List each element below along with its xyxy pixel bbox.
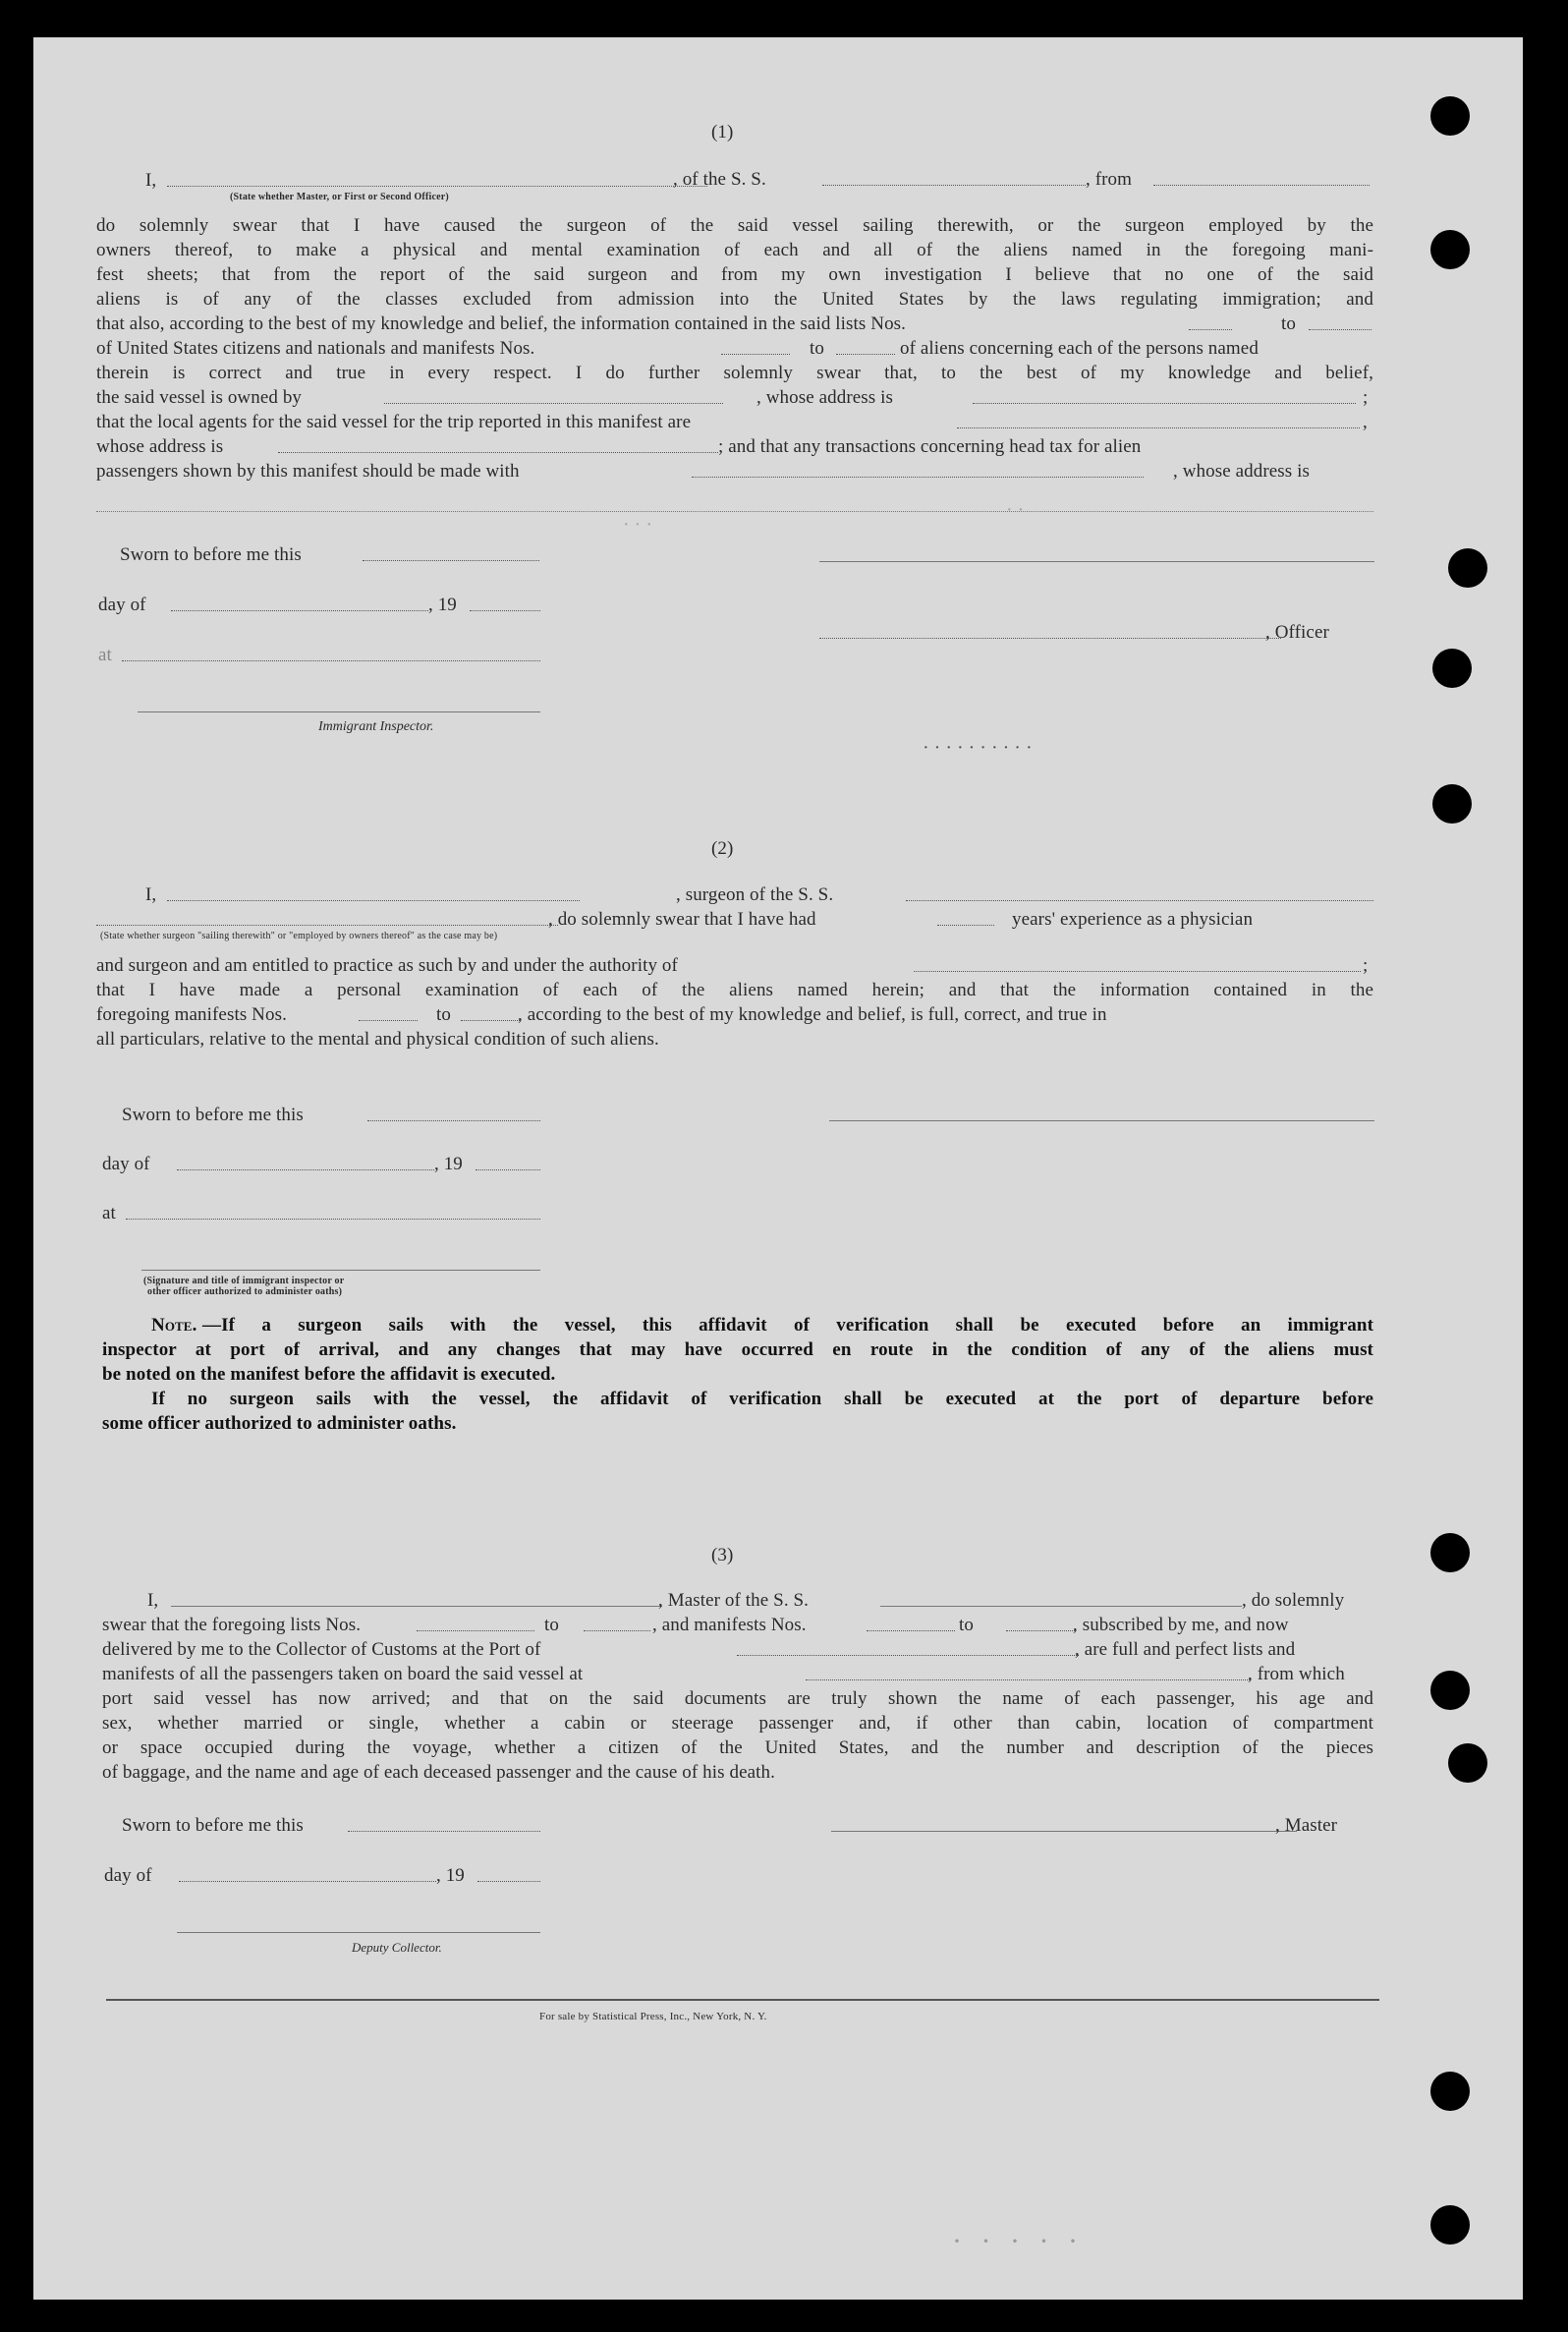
- s1-agents-label: that the local agents for the said vessel for the trip reported in this manifest are: [96, 412, 692, 432]
- s2-year-label: , 19: [434, 1154, 463, 1174]
- s1-owned-label: the said vessel is owned by: [96, 387, 303, 408]
- from-port-field[interactable]: [1153, 185, 1370, 186]
- s2-according-label: , according to the best of my knowledge and belief, is full, correct, and true in: [518, 1004, 1107, 1025]
- s2-surgeon-signature-line[interactable]: [829, 1120, 1374, 1121]
- section-3-i-label: I,: [147, 1590, 159, 1611]
- surgeon-status-field[interactable]: [96, 925, 558, 926]
- s1-year-field[interactable]: [470, 610, 540, 611]
- s3-year-label: , 19: [436, 1865, 465, 1886]
- owner-address-field[interactable]: [973, 403, 1356, 404]
- printer-credit: For sale by Statistical Press, Inc., New York, N. Y.: [539, 2011, 767, 2022]
- faint-dots: · · · · · · · · · ·: [923, 737, 1033, 759]
- s1-officer-line[interactable]: [819, 638, 1281, 639]
- binder-hole: [1430, 1671, 1470, 1710]
- note-line-4: If no surgeon sails with the vessel, the affidavit of verification shall be executed at the port of departure before: [151, 1389, 1373, 1409]
- binder-hole: [1430, 2072, 1470, 2111]
- s1-semicolon: ;: [1363, 387, 1369, 408]
- section-2-number: (2): [711, 838, 734, 859]
- s3-solemnly-label: , do solemnly: [1242, 1590, 1345, 1611]
- s1-inspector-line[interactable]: [138, 711, 540, 712]
- s3-board-label: manifests of all the passengers taken on board the said vessel at: [102, 1664, 584, 1684]
- vessel-name-field[interactable]: [822, 185, 1086, 186]
- s3-manifests-label: , and manifests Nos.: [652, 1615, 807, 1635]
- s1-line-6b: of aliens concerning each of the persons named: [900, 338, 1259, 359]
- binder-hole: [1430, 1533, 1470, 1572]
- surgeon-hint: (State whether surgeon "sailing therewith" or "employed by owners thereof" as the case may be): [100, 931, 498, 941]
- binder-hole: [1432, 784, 1472, 824]
- s3-from-which-label: , from which: [1248, 1664, 1345, 1684]
- s1-at-label: at: [98, 645, 112, 665]
- binder-hole: [1432, 649, 1472, 688]
- s2-year-field[interactable]: [476, 1169, 540, 1170]
- note-line-5: some officer authorized to administer oaths.: [102, 1413, 457, 1434]
- note-line-1: —If a surgeon sails with the vessel, this affidavit of verification shall be executed before an immigrant: [202, 1315, 1373, 1336]
- s2-authority-end: ;: [1363, 955, 1369, 976]
- faint-stamp-2: · ·: [1006, 499, 1025, 521]
- s3-day-label: day of: [104, 1865, 152, 1886]
- s3-lists-label: swear that the foregoing lists Nos.: [102, 1615, 362, 1635]
- s1-year-label: , 19: [428, 595, 457, 615]
- s3-master-signature-line[interactable]: [831, 1831, 1297, 1832]
- s1-whose-address-label: , whose address is: [756, 387, 894, 408]
- section-1-i-label: I,: [145, 170, 157, 191]
- manifests-from-field[interactable]: [721, 354, 790, 355]
- s3-lists-from-field[interactable]: [417, 1630, 534, 1631]
- s2-inspector-line[interactable]: [141, 1270, 540, 1271]
- document-page: [33, 37, 1523, 2300]
- s1-at-field[interactable]: [122, 660, 540, 661]
- s2-years-label: years' experience as a physician: [1012, 909, 1254, 930]
- s1-comma: ,: [1363, 412, 1368, 432]
- s3-lists-to-label: to: [544, 1615, 559, 1635]
- s3-manifests-from-field[interactable]: [867, 1630, 955, 1631]
- officer-name-field[interactable]: [167, 186, 707, 187]
- owner-field[interactable]: [384, 403, 723, 404]
- agents-address-field[interactable]: [278, 452, 718, 453]
- s3-subscribed-label: , subscribed by me, and now: [1073, 1615, 1289, 1635]
- s3-line-8: of baggage, and the name and age of each deceased passenger and the cause of his death.: [102, 1762, 775, 1783]
- surgeon-of-ss-label: , surgeon of the S. S.: [676, 884, 834, 905]
- s1-month-field[interactable]: [171, 610, 428, 611]
- head-tax-party-field[interactable]: [692, 477, 1144, 478]
- faint-bleedthrough: · · · · ·: [952, 2225, 1084, 2257]
- s2-sworn-label: Sworn to before me this: [122, 1105, 304, 1125]
- s3-line-7: or space occupied during the voyage, whether a citizen of the United States, and the number and description of the pieces: [102, 1737, 1373, 1758]
- s1-master-signature-line[interactable]: [819, 561, 1374, 562]
- s1-head-tax-label: ; and that any transactions concerning head tax for alien: [718, 436, 1142, 457]
- s3-port-label: delivered by me to the Collector of Customs at the Port of: [102, 1639, 541, 1660]
- s1-officer-label: , Officer: [1265, 622, 1329, 643]
- s1-line-6: of United States citizens and nationals and manifests Nos.: [96, 338, 535, 359]
- s2-vessel-field[interactable]: [906, 900, 1373, 901]
- s1-line-3: fest sheets; that from the report of the said surgeon and from my own investigation I believe that no one of the said: [96, 264, 1373, 285]
- s1-line-5: that also, according to the best of my knowledge and belief, the information contained in the said lists Nos.: [96, 313, 907, 334]
- master-name-field[interactable]: [171, 1606, 662, 1607]
- binder-hole: [1448, 1743, 1487, 1783]
- s3-port-field[interactable]: [737, 1655, 1079, 1656]
- s1-sworn-day-field[interactable]: [363, 560, 539, 561]
- s3-line-5: port said vessel has now arrived; and that on the said documents are truly shown the name of each passenger, his age and: [102, 1688, 1373, 1709]
- lists-to-field[interactable]: [1309, 329, 1372, 330]
- binder-hole: [1430, 96, 1470, 136]
- s2-at-field[interactable]: [126, 1219, 540, 1220]
- manifests-to-field[interactable]: [836, 354, 895, 355]
- authority-field[interactable]: [914, 971, 1361, 972]
- faint-stamp-1: · · ·: [623, 514, 652, 536]
- s3-vessel-field[interactable]: [880, 1606, 1242, 1607]
- section-2-i-label: I,: [145, 884, 157, 905]
- binder-hole: [1430, 230, 1470, 269]
- s3-collector-line[interactable]: [177, 1932, 540, 1933]
- s2-sig-hint-1: (Signature and title of immigrant inspector or: [143, 1276, 345, 1286]
- binder-hole: [1448, 548, 1487, 588]
- section-1-number: (1): [711, 122, 734, 142]
- binder-hole: [1430, 2205, 1470, 2245]
- years-experience-field[interactable]: [937, 925, 994, 926]
- s3-master-label: , Master of the S. S.: [658, 1590, 810, 1611]
- s1-line-7: therein is correct and true in every respect. I do further solemnly swear that, to the best of my knowledge and belief,: [96, 363, 1373, 383]
- s3-departure-port-field[interactable]: [806, 1679, 1250, 1680]
- s3-month-field[interactable]: [179, 1881, 436, 1882]
- head-tax-address-field[interactable]: [96, 511, 1373, 512]
- s2-swear-label: , do solemnly swear that I have had: [548, 909, 816, 930]
- s2-month-field[interactable]: [177, 1169, 434, 1170]
- s1-agents-address-label: whose address is: [96, 436, 224, 457]
- from-label: , from: [1086, 169, 1133, 190]
- s3-master-sig-label: , Master: [1275, 1815, 1338, 1836]
- s3-collector-label: Deputy Collector.: [352, 1940, 442, 1955]
- note-line-3: be noted on the manifest before the affidavit is executed.: [102, 1364, 556, 1385]
- s2-day-label: day of: [102, 1154, 150, 1174]
- s2-sig-hint-2: other officer authorized to administer oaths): [147, 1286, 343, 1297]
- s1-inspector-label: Immigrant Inspector.: [318, 719, 434, 734]
- of-ss-label: , of the S. S.: [673, 169, 766, 190]
- officer-hint: (State whether Master, or First or Second Officer): [230, 192, 449, 202]
- s2-manifests-to-label: to: [436, 1004, 451, 1025]
- s3-full-lists-label: , are full and perfect lists and: [1075, 1639, 1296, 1660]
- s2-particulars-line: all particulars, relative to the mental and physical condition of such aliens.: [96, 1029, 659, 1050]
- surgeon-name-field[interactable]: [167, 900, 580, 901]
- note-lead: Note.: [151, 1315, 197, 1336]
- s1-sworn-label: Sworn to before me this: [120, 544, 302, 565]
- s1-day-label: day of: [98, 595, 146, 615]
- s1-to-1: to: [1281, 313, 1296, 334]
- s2-authority-label: and surgeon and am entitled to practice as such by and under the authority of: [96, 955, 678, 976]
- s2-manifests-label: foregoing manifests Nos.: [96, 1004, 287, 1025]
- agents-field[interactable]: [957, 427, 1360, 428]
- s2-manifests-from-field[interactable]: [359, 1020, 418, 1021]
- s1-to-2: to: [810, 338, 824, 359]
- s3-sworn-day-field[interactable]: [348, 1831, 540, 1832]
- section-3-number: (3): [711, 1545, 734, 1565]
- s2-at-label: at: [102, 1203, 116, 1223]
- s3-year-field[interactable]: [477, 1881, 540, 1882]
- s3-manifests-to-label: to: [959, 1615, 974, 1635]
- s3-lists-to-field[interactable]: [584, 1630, 650, 1631]
- s2-sworn-day-field[interactable]: [367, 1120, 540, 1121]
- s1-whose-address-2: , whose address is: [1173, 461, 1311, 482]
- s3-manifests-to-field[interactable]: [1006, 1630, 1075, 1631]
- footer-rule: [106, 1999, 1379, 2001]
- s3-sworn-label: Sworn to before me this: [122, 1815, 304, 1836]
- note-line-2: inspector at port of arrival, and any changes that may have occurred en route in the condition of any of the aliens must: [102, 1339, 1373, 1360]
- s1-line-2: owners thereof, to make a physical and mental examination of each and all of the aliens named in the foregoing mani-: [96, 240, 1373, 260]
- s2-exam-line: that I have made a personal examination of each of the aliens named herein; and that the information contained in the: [96, 980, 1373, 1000]
- s2-manifests-to-field[interactable]: [461, 1020, 520, 1021]
- s1-line-4: aliens is of any of the classes excluded from admission into the United States by the laws regulating immigration; and: [96, 289, 1373, 310]
- s3-line-6: sex, whether married or single, whether a cabin or steerage passenger and, if other than cabin, location of compartment: [102, 1713, 1373, 1734]
- lists-from-field[interactable]: [1189, 329, 1232, 330]
- s1-line-1: do solemnly swear that I have caused the surgeon of the said vessel sailing therewith, or the surgeon employed by the: [96, 215, 1373, 236]
- s1-passengers-label: passengers shown by this manifest should be made with: [96, 461, 520, 482]
